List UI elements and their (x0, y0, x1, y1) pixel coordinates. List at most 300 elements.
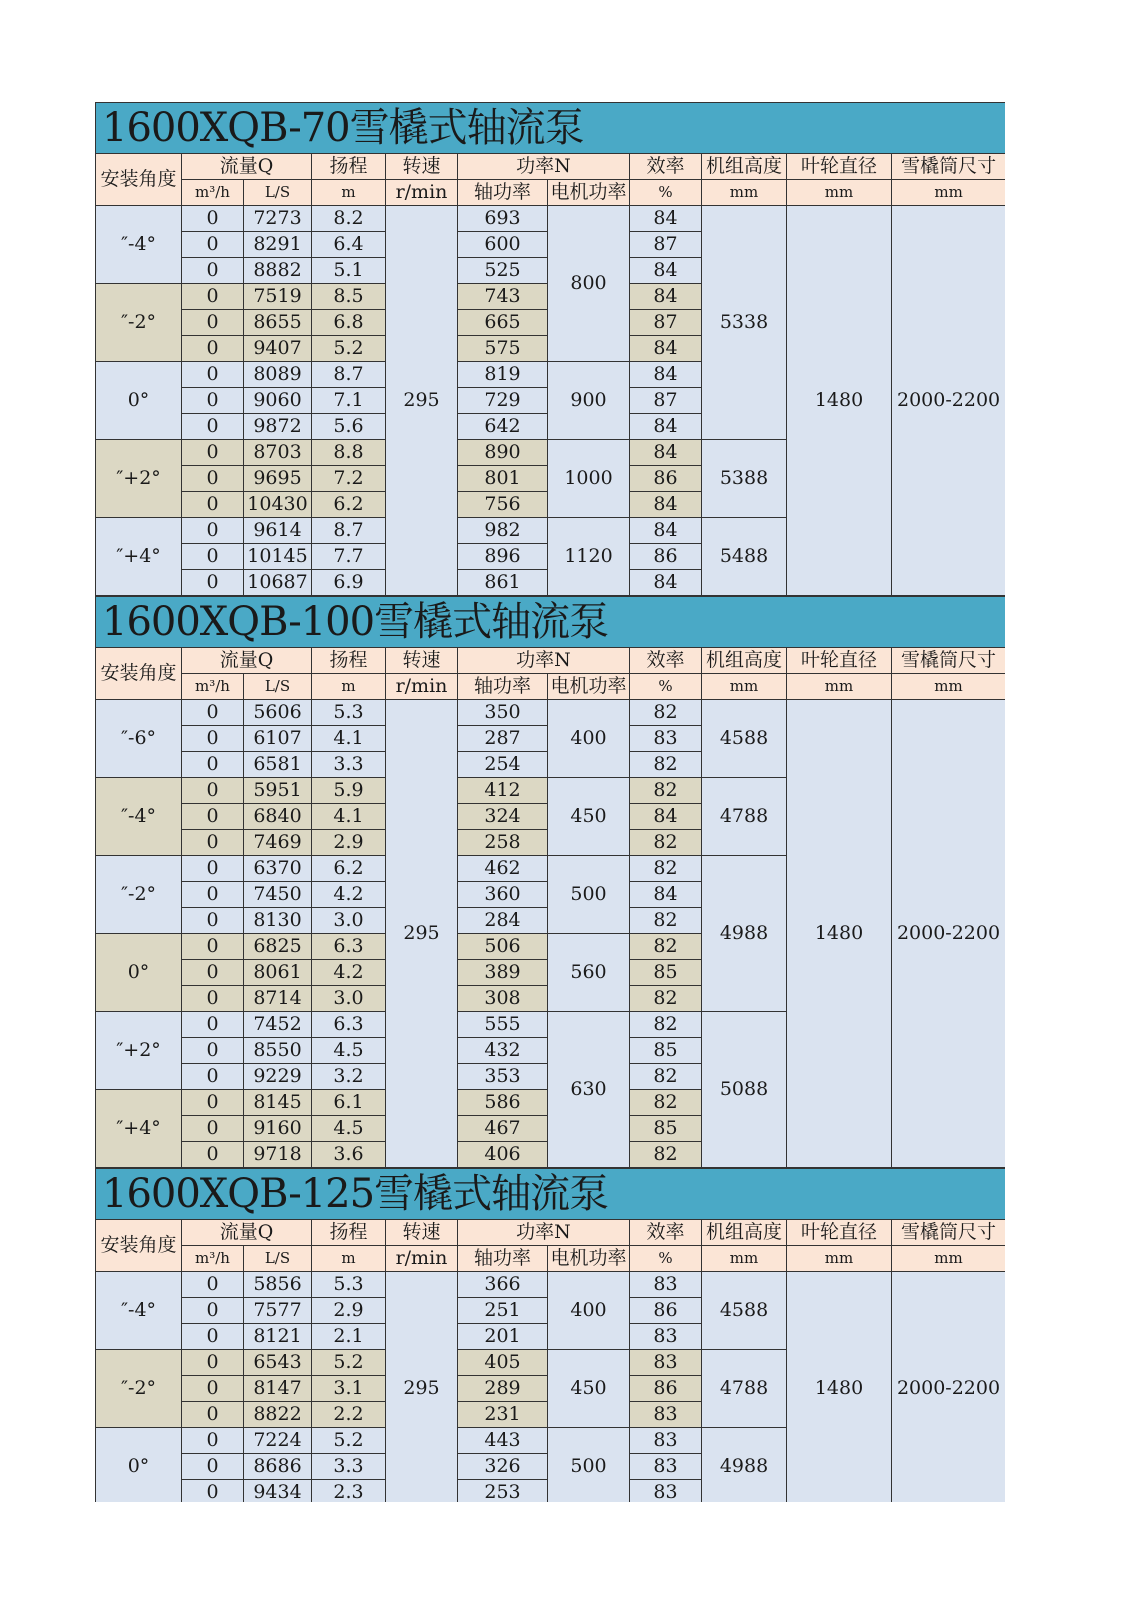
unit-height-cell: 4988 (702, 1428, 787, 1503)
shaft-power-cell: 890 (458, 440, 548, 466)
speed-header: 转速 (386, 648, 458, 674)
head-header: 扬程 (312, 648, 386, 674)
flow-ls-unit: L/S (244, 674, 312, 700)
flow-ls-cell: 6543 (244, 1350, 312, 1376)
head-cell: 4.1 (312, 804, 386, 830)
flow-ls-cell: 9434 (244, 1480, 312, 1503)
head-cell: 6.2 (312, 856, 386, 882)
efficiency-cell: 84 (630, 804, 702, 830)
power-header: 功率N (458, 154, 630, 180)
sled-size-cell: 2000-2200 (892, 206, 1006, 596)
head-unit: m (312, 674, 386, 700)
shaft-power-cell: 287 (458, 726, 548, 752)
flow-ls-cell: 8703 (244, 440, 312, 466)
flow-m3h-cell: 0 (182, 466, 244, 492)
flow-ls-cell: 8147 (244, 1376, 312, 1402)
shaft-power-cell: 360 (458, 882, 548, 908)
motor-power-cell: 800 (548, 206, 630, 362)
flow-m3h-cell: 0 (182, 1116, 244, 1142)
speed-unit: r/min (386, 180, 458, 206)
unit-height-header: 机组高度 (702, 648, 787, 674)
eff-unit: % (630, 180, 702, 206)
flow-m3h-cell: 0 (182, 206, 244, 232)
flow-ls-cell: 9160 (244, 1116, 312, 1142)
flow-ls-cell: 7469 (244, 830, 312, 856)
impeller-diameter-header: 叶轮直径 (787, 154, 892, 180)
unit-height-cell: 4588 (702, 700, 787, 778)
section-title: 1600XQB-100雪橇式轴流泵 (96, 597, 1006, 648)
efficiency-cell: 82 (630, 986, 702, 1012)
head-cell: 2.9 (312, 1298, 386, 1324)
flow-ls-cell: 7224 (244, 1428, 312, 1454)
shaft-power-cell: 693 (458, 206, 548, 232)
head-cell: 3.2 (312, 1064, 386, 1090)
shaft-power-cell: 366 (458, 1272, 548, 1298)
head-cell: 3.1 (312, 1376, 386, 1402)
efficiency-cell: 85 (630, 1038, 702, 1064)
flow-ls-cell: 10430 (244, 492, 312, 518)
impeller-diameter-header: 叶轮直径 (787, 1220, 892, 1246)
shaft-power-cell: 412 (458, 778, 548, 804)
flow-m3h-cell: 0 (182, 1038, 244, 1064)
head-cell: 3.0 (312, 986, 386, 1012)
flow-ls-cell: 8655 (244, 310, 312, 336)
efficiency-cell: 84 (630, 284, 702, 310)
motor-power-cell: 450 (548, 778, 630, 856)
flow-m3h-cell: 0 (182, 804, 244, 830)
efficiency-header: 效率 (630, 1220, 702, 1246)
flow-ls-cell: 7452 (244, 1012, 312, 1038)
shaft-power-cell: 231 (458, 1402, 548, 1428)
head-unit: m (312, 1246, 386, 1272)
flow-ls-unit: L/S (244, 180, 312, 206)
efficiency-cell: 83 (630, 1454, 702, 1480)
head-cell: 3.0 (312, 908, 386, 934)
angle-cell: ″-2° (96, 1350, 182, 1428)
pump-table (95, 1168, 1005, 1502)
shaft-power-cell: 600 (458, 232, 548, 258)
speed-header: 转速 (386, 1220, 458, 1246)
impeller-diameter-header: 叶轮直径 (787, 648, 892, 674)
shaft-power-cell: 819 (458, 362, 548, 388)
motor-power-cell: 500 (548, 856, 630, 934)
head-cell: 3.3 (312, 752, 386, 778)
angle-cell: ″-2° (96, 856, 182, 934)
flow-ls-cell: 9872 (244, 414, 312, 440)
efficiency-cell: 87 (630, 310, 702, 336)
flow-ls-cell: 9229 (244, 1064, 312, 1090)
sled-size-header: 雪橇筒尺寸 (892, 648, 1006, 674)
flow-m3h-cell: 0 (182, 1012, 244, 1038)
flow-m3h-cell: 0 (182, 830, 244, 856)
sled-unit: mm (892, 180, 1006, 206)
head-cell: 4.2 (312, 960, 386, 986)
flow-ls-cell: 8130 (244, 908, 312, 934)
flow-ls-cell: 8061 (244, 960, 312, 986)
flow-m3h-cell: 0 (182, 1064, 244, 1090)
motor-power-cell: 630 (548, 1012, 630, 1168)
angle-header: 安装角度 (96, 648, 182, 700)
shaft-power-cell: 254 (458, 752, 548, 778)
flow-m3h-unit: m³/h (182, 1246, 244, 1272)
flow-ls-cell: 7577 (244, 1298, 312, 1324)
flow-m3h-cell: 0 (182, 544, 244, 570)
flow-m3h-cell: 0 (182, 570, 244, 596)
flow-ls-cell: 8882 (244, 258, 312, 284)
speed-cell: 295 (386, 206, 458, 596)
head-cell: 5.6 (312, 414, 386, 440)
shaft-power-cell: 467 (458, 1116, 548, 1142)
motor-power-cell: 1000 (548, 440, 630, 518)
flow-m3h-cell: 0 (182, 310, 244, 336)
shaft-power-cell: 326 (458, 1454, 548, 1480)
head-cell: 7.2 (312, 466, 386, 492)
flow-ls-cell: 9060 (244, 388, 312, 414)
sled-size-cell: 2000-2200 (892, 700, 1006, 1168)
unit-height-cell: 5338 (702, 206, 787, 440)
flow-m3h-cell: 0 (182, 1402, 244, 1428)
motor-power-cell: 500 (548, 1428, 630, 1503)
head-cell: 5.3 (312, 1272, 386, 1298)
efficiency-cell: 82 (630, 1090, 702, 1116)
flow-ls-cell: 9695 (244, 466, 312, 492)
head-cell: 8.5 (312, 284, 386, 310)
section-title: 1600XQB-70雪橇式轴流泵 (96, 103, 1006, 154)
flow-m3h-cell: 0 (182, 232, 244, 258)
head-cell: 5.2 (312, 1350, 386, 1376)
shaft-power-cell: 350 (458, 700, 548, 726)
efficiency-cell: 82 (630, 778, 702, 804)
angle-cell: 0° (96, 934, 182, 1012)
flow-m3h-unit: m³/h (182, 674, 244, 700)
angle-header: 安装角度 (96, 1220, 182, 1272)
angle-cell: ″-4° (96, 778, 182, 856)
flow-m3h-cell: 0 (182, 908, 244, 934)
flow-m3h-cell: 0 (182, 388, 244, 414)
pump-table (95, 596, 1005, 1168)
head-cell: 8.8 (312, 440, 386, 466)
unit-height-cell: 4988 (702, 856, 787, 1012)
head-cell: 5.3 (312, 700, 386, 726)
flow-ls-cell: 8089 (244, 362, 312, 388)
impeller-diameter-cell: 1480 (787, 206, 892, 596)
speed-unit: r/min (386, 674, 458, 700)
section-title: 1600XQB-125雪橇式轴流泵 (96, 1169, 1006, 1220)
shaft-power-cell: 308 (458, 986, 548, 1012)
efficiency-cell: 83 (630, 1480, 702, 1503)
efficiency-cell: 84 (630, 440, 702, 466)
flow-ls-cell: 8550 (244, 1038, 312, 1064)
efficiency-cell: 83 (630, 1324, 702, 1350)
efficiency-cell: 84 (630, 518, 702, 544)
unit-height-cell: 4788 (702, 1350, 787, 1428)
flow-m3h-cell: 0 (182, 258, 244, 284)
shaft-power-header: 轴功率 (458, 1246, 548, 1272)
flow-ls-cell: 7519 (244, 284, 312, 310)
head-cell: 5.2 (312, 336, 386, 362)
head-cell: 8.2 (312, 206, 386, 232)
angle-cell: ″+4° (96, 1090, 182, 1168)
table-row (96, 206, 1006, 232)
flow-ls-cell: 10145 (244, 544, 312, 570)
flow-m3h-cell: 0 (182, 960, 244, 986)
flow-m3h-cell: 0 (182, 440, 244, 466)
shaft-power-cell: 324 (458, 804, 548, 830)
shaft-power-cell: 525 (458, 258, 548, 284)
efficiency-cell: 83 (630, 1350, 702, 1376)
efficiency-cell: 85 (630, 1116, 702, 1142)
efficiency-cell: 83 (630, 1428, 702, 1454)
head-cell: 7.1 (312, 388, 386, 414)
unit-height-cell: 5088 (702, 1012, 787, 1168)
head-cell: 3.6 (312, 1142, 386, 1168)
angle-cell: 0° (96, 362, 182, 440)
flow-ls-cell: 6840 (244, 804, 312, 830)
shaft-power-cell: 642 (458, 414, 548, 440)
shaft-power-cell: 284 (458, 908, 548, 934)
motor-power-header: 电机功率 (548, 180, 630, 206)
flow-m3h-cell: 0 (182, 1454, 244, 1480)
efficiency-cell: 84 (630, 258, 702, 284)
motor-power-cell: 400 (548, 700, 630, 778)
flow-m3h-cell: 0 (182, 778, 244, 804)
efficiency-cell: 82 (630, 1012, 702, 1038)
shaft-power-cell: 443 (458, 1428, 548, 1454)
efficiency-cell: 85 (630, 960, 702, 986)
shaft-power-cell: 555 (458, 1012, 548, 1038)
unit-height-cell: 4788 (702, 778, 787, 856)
shaft-power-cell: 506 (458, 934, 548, 960)
flow-ls-cell: 6370 (244, 856, 312, 882)
eff-unit: % (630, 674, 702, 700)
diam-unit: mm (787, 1246, 892, 1272)
flow-m3h-cell: 0 (182, 1428, 244, 1454)
head-cell: 8.7 (312, 362, 386, 388)
flow-ls-cell: 8121 (244, 1324, 312, 1350)
efficiency-cell: 84 (630, 414, 702, 440)
efficiency-cell: 86 (630, 1298, 702, 1324)
head-cell: 2.9 (312, 830, 386, 856)
flow-header: 流量Q (182, 648, 312, 674)
efficiency-cell: 84 (630, 570, 702, 596)
head-cell: 5.9 (312, 778, 386, 804)
flow-m3h-cell: 0 (182, 518, 244, 544)
motor-power-cell: 560 (548, 934, 630, 1012)
efficiency-header: 效率 (630, 648, 702, 674)
shaft-power-cell: 432 (458, 1038, 548, 1064)
sled-size-header: 雪橇筒尺寸 (892, 1220, 1006, 1246)
motor-power-cell: 1120 (548, 518, 630, 596)
shaft-power-header: 轴功率 (458, 180, 548, 206)
motor-power-cell: 900 (548, 362, 630, 440)
flow-ls-cell: 9718 (244, 1142, 312, 1168)
flow-m3h-cell: 0 (182, 336, 244, 362)
angle-cell: ″-2° (96, 284, 182, 362)
head-cell: 6.2 (312, 492, 386, 518)
speed-cell: 295 (386, 700, 458, 1168)
sled-unit: mm (892, 1246, 1006, 1272)
shaft-power-cell: 861 (458, 570, 548, 596)
efficiency-header: 效率 (630, 154, 702, 180)
head-cell: 6.3 (312, 1012, 386, 1038)
efficiency-cell: 82 (630, 700, 702, 726)
flow-m3h-cell: 0 (182, 1376, 244, 1402)
pump-spec-sheet (95, 102, 1005, 1502)
efficiency-cell: 87 (630, 388, 702, 414)
shaft-power-cell: 801 (458, 466, 548, 492)
height-unit: mm (702, 674, 787, 700)
head-cell: 4.5 (312, 1116, 386, 1142)
shaft-power-cell: 462 (458, 856, 548, 882)
shaft-power-cell: 729 (458, 388, 548, 414)
flow-header: 流量Q (182, 154, 312, 180)
shaft-power-cell: 743 (458, 284, 548, 310)
unit-height-cell: 5388 (702, 440, 787, 518)
shaft-power-cell: 405 (458, 1350, 548, 1376)
table-row (96, 700, 1006, 726)
height-unit: mm (702, 180, 787, 206)
efficiency-cell: 86 (630, 1376, 702, 1402)
shaft-power-cell: 756 (458, 492, 548, 518)
head-unit: m (312, 180, 386, 206)
flow-ls-cell: 8822 (244, 1402, 312, 1428)
flow-ls-cell: 6581 (244, 752, 312, 778)
shaft-power-cell: 201 (458, 1324, 548, 1350)
flow-m3h-cell: 0 (182, 1324, 244, 1350)
angle-cell: ″-6° (96, 700, 182, 778)
head-cell: 4.1 (312, 726, 386, 752)
flow-ls-cell: 6825 (244, 934, 312, 960)
speed-cell: 295 (386, 1272, 458, 1503)
flow-ls-cell: 9614 (244, 518, 312, 544)
flow-m3h-cell: 0 (182, 284, 244, 310)
efficiency-cell: 82 (630, 752, 702, 778)
shaft-power-header: 轴功率 (458, 674, 548, 700)
flow-m3h-cell: 0 (182, 726, 244, 752)
flow-ls-cell: 9407 (244, 336, 312, 362)
efficiency-cell: 82 (630, 830, 702, 856)
shaft-power-cell: 575 (458, 336, 548, 362)
efficiency-cell: 82 (630, 908, 702, 934)
flow-m3h-cell: 0 (182, 1142, 244, 1168)
impeller-diameter-cell: 1480 (787, 700, 892, 1168)
efficiency-cell: 84 (630, 206, 702, 232)
flow-m3h-cell: 0 (182, 1350, 244, 1376)
head-cell: 6.9 (312, 570, 386, 596)
flow-m3h-cell: 0 (182, 882, 244, 908)
flow-m3h-cell: 0 (182, 856, 244, 882)
shaft-power-cell: 665 (458, 310, 548, 336)
head-cell: 2.3 (312, 1480, 386, 1503)
flow-ls-cell: 6107 (244, 726, 312, 752)
shaft-power-cell: 253 (458, 1480, 548, 1503)
motor-power-cell: 450 (548, 1350, 630, 1428)
flow-ls-cell: 5951 (244, 778, 312, 804)
efficiency-cell: 83 (630, 1402, 702, 1428)
flow-m3h-cell: 0 (182, 752, 244, 778)
flow-m3h-cell: 0 (182, 1272, 244, 1298)
power-header: 功率N (458, 1220, 630, 1246)
flow-ls-cell: 8714 (244, 986, 312, 1012)
angle-cell: ″-4° (96, 1272, 182, 1350)
motor-power-cell: 400 (548, 1272, 630, 1350)
angle-cell: ″+2° (96, 1012, 182, 1090)
motor-power-header: 电机功率 (548, 1246, 630, 1272)
angle-header: 安装角度 (96, 154, 182, 206)
shaft-power-cell: 258 (458, 830, 548, 856)
diam-unit: mm (787, 674, 892, 700)
flow-ls-cell: 5856 (244, 1272, 312, 1298)
flow-m3h-cell: 0 (182, 1298, 244, 1324)
efficiency-cell: 84 (630, 362, 702, 388)
unit-height-header: 机组高度 (702, 1220, 787, 1246)
shaft-power-cell: 353 (458, 1064, 548, 1090)
power-header: 功率N (458, 648, 630, 674)
shaft-power-cell: 389 (458, 960, 548, 986)
efficiency-cell: 82 (630, 1064, 702, 1090)
head-cell: 5.2 (312, 1428, 386, 1454)
head-cell: 6.4 (312, 232, 386, 258)
efficiency-cell: 82 (630, 1142, 702, 1168)
unit-height-header: 机组高度 (702, 154, 787, 180)
flow-m3h-unit: m³/h (182, 180, 244, 206)
angle-cell: ″-4° (96, 206, 182, 284)
head-cell: 3.3 (312, 1454, 386, 1480)
impeller-diameter-cell: 1480 (787, 1272, 892, 1503)
head-cell: 6.8 (312, 310, 386, 336)
flow-m3h-cell: 0 (182, 362, 244, 388)
pump-table (95, 102, 1005, 596)
speed-unit: r/min (386, 1246, 458, 1272)
head-cell: 4.5 (312, 1038, 386, 1064)
flow-ls-cell: 5606 (244, 700, 312, 726)
flow-ls-cell: 8686 (244, 1454, 312, 1480)
flow-m3h-cell: 0 (182, 1090, 244, 1116)
efficiency-cell: 83 (630, 1272, 702, 1298)
table-row (96, 1272, 1006, 1298)
efficiency-cell: 82 (630, 856, 702, 882)
shaft-power-cell: 406 (458, 1142, 548, 1168)
flow-m3h-cell: 0 (182, 492, 244, 518)
flow-ls-cell: 8145 (244, 1090, 312, 1116)
efficiency-cell: 86 (630, 544, 702, 570)
head-cell: 6.3 (312, 934, 386, 960)
flow-ls-cell: 8291 (244, 232, 312, 258)
efficiency-cell: 86 (630, 466, 702, 492)
efficiency-cell: 87 (630, 232, 702, 258)
head-cell: 7.7 (312, 544, 386, 570)
angle-cell: ″+4° (96, 518, 182, 596)
angle-cell: ″+2° (96, 440, 182, 518)
shaft-power-cell: 982 (458, 518, 548, 544)
efficiency-cell: 84 (630, 882, 702, 908)
flow-m3h-cell: 0 (182, 1480, 244, 1503)
head-cell: 2.1 (312, 1324, 386, 1350)
head-cell: 8.7 (312, 518, 386, 544)
flow-header: 流量Q (182, 1220, 312, 1246)
flow-m3h-cell: 0 (182, 934, 244, 960)
flow-m3h-cell: 0 (182, 414, 244, 440)
flow-m3h-cell: 0 (182, 700, 244, 726)
head-cell: 2.2 (312, 1402, 386, 1428)
sled-size-header: 雪橇筒尺寸 (892, 154, 1006, 180)
angle-cell: 0° (96, 1428, 182, 1503)
efficiency-cell: 83 (630, 726, 702, 752)
height-unit: mm (702, 1246, 787, 1272)
shaft-power-cell: 251 (458, 1298, 548, 1324)
head-cell: 4.2 (312, 882, 386, 908)
unit-height-cell: 5488 (702, 518, 787, 596)
